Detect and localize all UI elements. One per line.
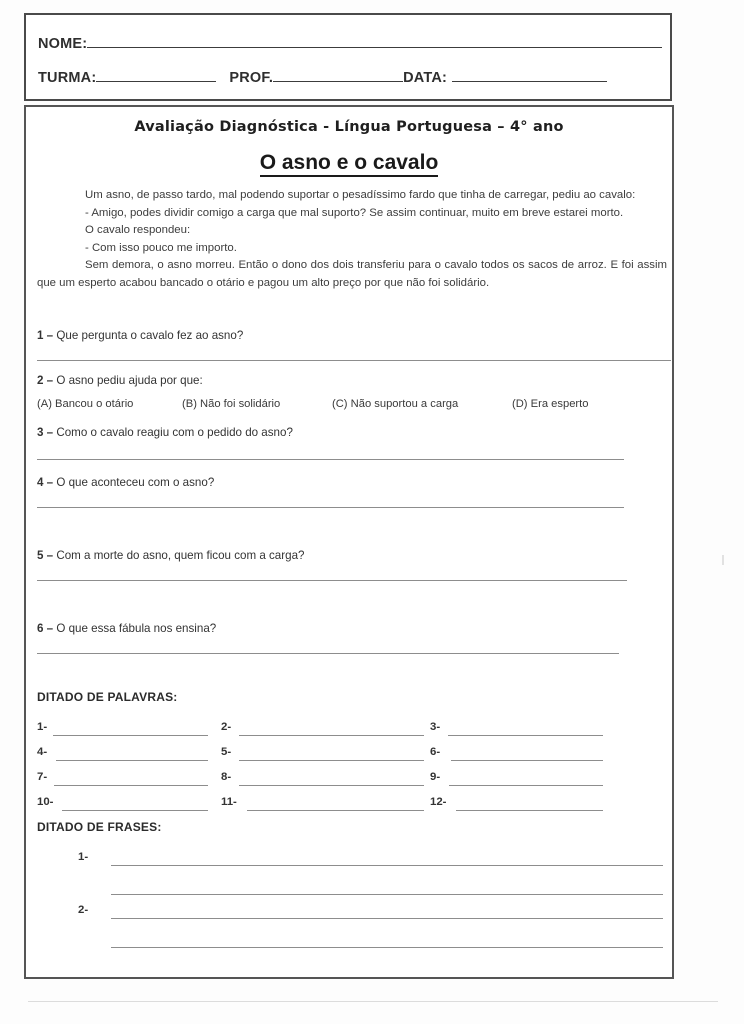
word-number-3: 3-	[430, 721, 441, 733]
word-line-10[interactable]	[62, 810, 208, 811]
word-line-2[interactable]	[239, 735, 424, 736]
word-number-7: 7-	[37, 771, 48, 783]
alternative-c-text: Não suportou a carga	[350, 398, 459, 410]
nome-input-line[interactable]	[87, 46, 662, 48]
turma-label: TURMA:	[38, 70, 97, 86]
question-4-answer-line[interactable]	[37, 507, 624, 508]
question-4	[37, 476, 214, 489]
alternative-a[interactable]	[37, 398, 133, 410]
word-number-9: 9-	[430, 771, 441, 783]
phrase-2-line-2[interactable]	[111, 947, 663, 948]
word-line-5[interactable]	[239, 760, 424, 761]
fable-paragraph-5: Sem demora, o asno morreu. Então o dono dos dois transferiu para o cavalo todos os sacos de arroz. E foi assim que um esperto acabou bancado o otário e pagou um alto preço por que não foi solidário.	[37, 259, 667, 289]
dictation-phrases-heading: DITADO DE FRASES:	[37, 820, 162, 834]
question-3	[37, 426, 293, 439]
alternative-b-text: Não foi solidário	[200, 398, 281, 410]
data-label: DATA:	[403, 70, 448, 86]
word-number-6: 6-	[430, 746, 441, 758]
word-number-4: 4-	[37, 746, 48, 758]
word-number-11: 11-	[221, 796, 237, 808]
alternative-c-letter: (C)	[332, 398, 348, 410]
question-2	[37, 374, 203, 387]
question-5	[37, 549, 304, 562]
story-title-text: O asno e o cavalo	[260, 151, 439, 177]
alternative-b-letter: (B)	[182, 398, 197, 410]
question-4-text: O que aconteceu com o asno?	[56, 476, 215, 489]
word-number-2: 2-	[221, 721, 232, 733]
phrase-2-line-1[interactable]	[111, 918, 663, 919]
prof-input-line[interactable]	[273, 80, 403, 82]
word-line-12[interactable]	[456, 810, 603, 811]
alternative-d-letter: (D)	[512, 398, 528, 410]
data-input-line[interactable]	[452, 80, 607, 82]
dictation-words-heading: DITADO DE PALAVRAS:	[37, 690, 178, 704]
word-line-7[interactable]	[54, 785, 208, 786]
question-2-text: O asno pediu ajuda por que:	[56, 374, 203, 387]
alternative-d[interactable]	[512, 398, 588, 410]
fable-paragraph-2: - Amigo, podes dividir comigo a carga que mal suporto? Se assim continuar, muito em breve estarei morto.	[85, 206, 624, 219]
alternative-b[interactable]	[182, 398, 280, 410]
assessment-title: Avaliação Diagnóstica - Língua Portuguesa – 4° ano	[134, 119, 564, 135]
word-line-6[interactable]	[451, 760, 603, 761]
question-3-text: Como o cavalo reagiu com o pedido do asno?	[56, 426, 293, 439]
question-1-answer-line[interactable]	[37, 360, 671, 361]
question-1-text: Que pergunta o cavalo fez ao asno?	[56, 329, 244, 342]
phrase-number-2: 2-	[78, 904, 89, 916]
turma-prof-data-row	[38, 70, 607, 86]
alternative-d-text: Era esperto	[530, 398, 589, 410]
word-number-10: 10-	[37, 796, 54, 808]
word-line-11[interactable]	[247, 810, 424, 811]
scan-artifact-mark	[722, 555, 724, 565]
question-5-answer-line[interactable]	[37, 580, 627, 581]
word-line-4[interactable]	[56, 760, 208, 761]
question-3-answer-line[interactable]	[37, 459, 624, 460]
nome-label: NOME:	[38, 36, 88, 52]
phrase-1-line-1[interactable]	[111, 865, 663, 866]
word-line-3[interactable]	[448, 735, 603, 736]
fable-paragraph-3: O cavalo respondeu:	[85, 224, 191, 236]
nome-field-row	[38, 36, 662, 52]
fable-paragraph-4: - Com isso pouco me importo.	[85, 241, 237, 254]
turma-input-line[interactable]	[96, 80, 216, 82]
question-6	[37, 622, 216, 635]
alternative-a-text: Bancou o otário	[55, 398, 134, 410]
question-3-number: 3 –	[37, 426, 54, 439]
word-number-5: 5-	[221, 746, 232, 758]
alternative-a-letter: (A)	[37, 398, 52, 410]
scan-artifact-line	[28, 1001, 718, 1002]
word-number-12: 12-	[430, 796, 447, 808]
question-1	[37, 329, 243, 342]
phrase-number-1: 1-	[78, 851, 89, 863]
prof-label: PROF.	[229, 70, 274, 86]
word-number-8: 8-	[221, 771, 232, 783]
fable-paragraph-1: Um asno, de passo tardo, mal podendo suportar o pesadíssimo fardo que tinha de carregar, pediu ao cavalo:	[85, 189, 636, 201]
question-6-number: 6 –	[37, 622, 54, 635]
word-line-8[interactable]	[239, 785, 424, 786]
student-info-box	[24, 13, 672, 101]
question-2-number: 2 –	[37, 374, 54, 387]
word-number-1: 1-	[37, 721, 48, 733]
question-6-text: O que essa fábula nos ensina?	[56, 622, 217, 635]
question-4-number: 4 –	[37, 476, 54, 489]
assessment-box	[24, 105, 674, 979]
question-6-answer-line[interactable]	[37, 653, 619, 654]
word-line-9[interactable]	[449, 785, 603, 786]
question-5-number: 5 –	[37, 549, 54, 562]
question-5-text: Com a morte do asno, quem ficou com a carga?	[56, 549, 305, 562]
story-title	[26, 151, 672, 175]
fable-text	[37, 187, 667, 292]
phrase-1-line-2[interactable]	[111, 894, 663, 895]
word-line-1[interactable]	[53, 735, 208, 736]
alternative-c[interactable]	[332, 398, 458, 410]
question-1-number: 1 –	[37, 329, 54, 342]
